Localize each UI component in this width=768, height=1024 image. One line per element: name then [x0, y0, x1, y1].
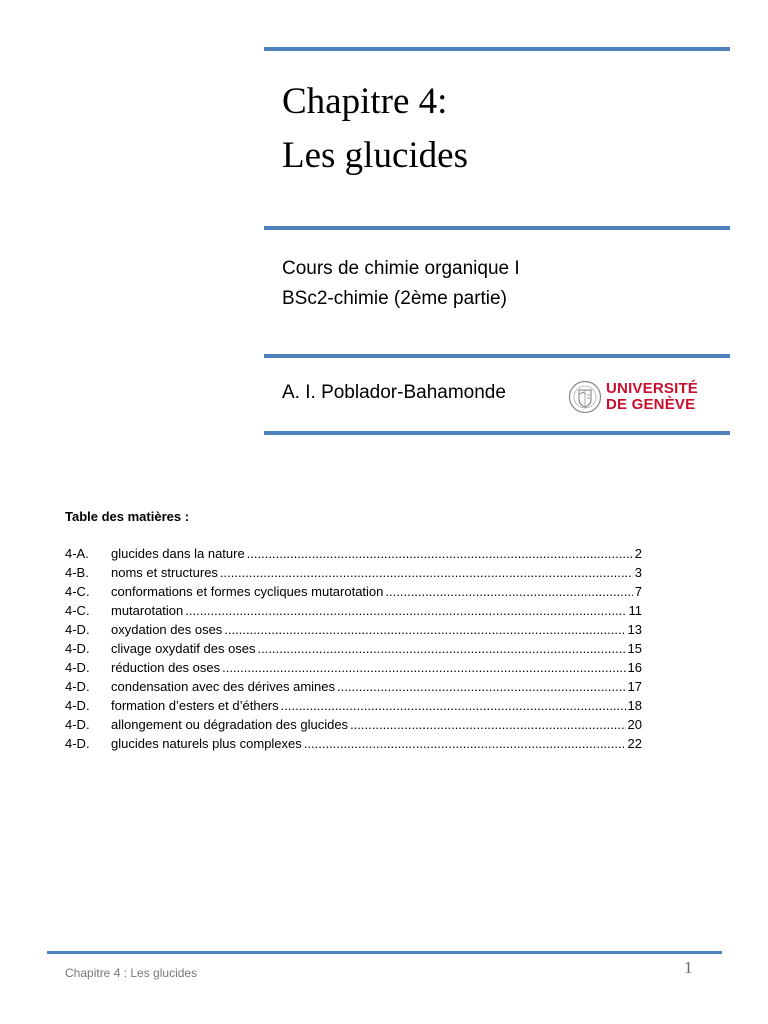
chapter-title: Chapitre 4:: [282, 81, 448, 122]
toc-entry-page: 18: [627, 698, 642, 713]
university-seal-icon: [568, 380, 602, 414]
page-number: 1: [684, 958, 693, 977]
toc-entry-page: 2: [634, 546, 642, 561]
toc-entry-number: 4-D.: [65, 679, 90, 694]
toc-entry-title: noms et structures: [111, 565, 218, 580]
author-top-rule: [264, 354, 730, 358]
toc-leader-dots: [185, 603, 626, 618]
university-logo-text: [606, 381, 698, 413]
toc-entry-title: glucides dans la nature: [111, 546, 245, 561]
footer-text: Chapitre 4 : Les glucides: [65, 966, 198, 980]
toc-entry-number: 4-C.: [65, 603, 90, 618]
logo-line-1: UNIVERSITÉ: [606, 380, 699, 397]
footer-rule: [47, 951, 722, 954]
toc-entry-number: 4-B.: [65, 565, 89, 580]
toc-entry-page: 7: [634, 584, 642, 599]
toc-entry-title: oxydation des oses: [111, 622, 223, 637]
toc-leader-dots: [247, 546, 633, 561]
toc-entry-page: 16: [627, 660, 642, 675]
toc-heading: Table des matières :: [65, 509, 190, 524]
toc-entry-title: clivage oxydatif des oses: [111, 641, 256, 656]
toc-entry[interactable]: [65, 584, 642, 603]
toc-entry-title: glucides naturels plus complexes: [111, 736, 302, 751]
toc-entry-number: 4-A.: [65, 546, 89, 561]
toc-entry[interactable]: [65, 546, 642, 565]
toc-entry-number: 4-D.: [65, 622, 90, 637]
toc-entry-title: condensation avec des dérives amines: [111, 679, 336, 694]
toc-entry[interactable]: [65, 622, 642, 641]
toc-leader-dots: [258, 641, 626, 656]
toc-leader-dots: [350, 717, 625, 732]
toc-entry-number: 4-D.: [65, 660, 90, 675]
toc-entry[interactable]: [65, 698, 642, 717]
toc-leader-dots: [304, 736, 626, 751]
course-name: Cours de chimie organique I: [282, 258, 520, 279]
toc-entry[interactable]: [65, 736, 642, 755]
chapter-subject: Les glucides: [282, 135, 468, 176]
toc-entry-page: 11: [628, 603, 642, 618]
toc-entry-title: conformations et formes cycliques mutarotation: [111, 584, 384, 599]
toc-entry-number: 4-C.: [65, 584, 90, 599]
toc-entry[interactable]: [65, 641, 642, 660]
toc-leader-dots: [385, 584, 632, 599]
toc-leader-dots: [224, 622, 625, 637]
toc-leader-dots: [222, 660, 625, 675]
author-name: A. I. Poblador-Bahamonde: [282, 382, 506, 403]
toc-entry-number: 4-D.: [65, 698, 90, 713]
toc-entry-title: réduction des oses: [111, 660, 221, 675]
toc-entry-number: 4-D.: [65, 736, 90, 751]
title-bottom-rule: [264, 226, 730, 230]
toc-entry-page: 13: [627, 622, 642, 637]
toc-entry-page: 17: [627, 679, 642, 694]
toc-entry[interactable]: [65, 603, 642, 622]
toc-entry-title: formation d’esters et d’éthers: [111, 698, 279, 713]
toc-entry-page: 15: [627, 641, 642, 656]
toc-entry[interactable]: [65, 565, 642, 584]
toc-entry[interactable]: [65, 679, 642, 698]
logo-line-2: DE GENÈVE: [606, 396, 696, 413]
toc-entry-page: 22: [627, 736, 642, 751]
title-top-rule: [264, 47, 730, 51]
toc-entry-number: 4-D.: [65, 717, 90, 732]
table-of-contents: [65, 546, 642, 755]
university-logo: [568, 380, 698, 416]
toc-leader-dots: [337, 679, 626, 694]
author-bottom-rule: [264, 431, 730, 435]
toc-entry-number: 4-D.: [65, 641, 90, 656]
toc-entry[interactable]: [65, 717, 642, 736]
toc-leader-dots: [281, 698, 626, 713]
toc-leader-dots: [220, 565, 633, 580]
course-program: BSc2-chimie (2ème partie): [282, 288, 507, 309]
toc-entry-page: 20: [627, 717, 642, 732]
toc-entry-page: 3: [634, 565, 642, 580]
toc-entry-title: allongement ou dégradation des glucides: [111, 717, 349, 732]
toc-entry[interactable]: [65, 660, 642, 679]
toc-entry-title: mutarotation: [111, 603, 184, 618]
